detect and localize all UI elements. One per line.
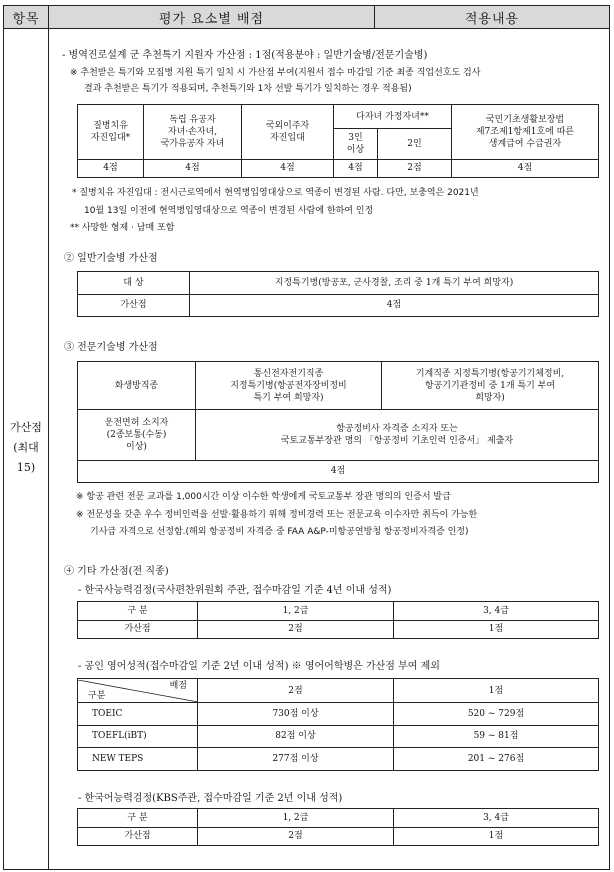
korlang-header: 1, 2급 [198, 809, 394, 828]
corner-top: 배점 [169, 680, 187, 691]
korlang-table [77, 808, 599, 846]
s1-footnote-2: ** 사망한 형제 · 남매 포함 [70, 223, 175, 233]
s3-table [77, 361, 599, 483]
korhist-header: 구 분 [78, 602, 198, 621]
korlang-header: 3, 4급 [394, 809, 599, 828]
korlang-title: - 한국어능력검정(KBS주관, 접수마감일 기준 2년 이내 성적) [78, 793, 343, 804]
s1-header-multichild: 다자녀 가정자녀** [334, 105, 452, 129]
s2-label: 가산점 [78, 294, 190, 317]
s3-score: 4점 [78, 460, 599, 482]
s1-value: 4점 [144, 159, 242, 177]
s1-title: - 병역진로설계 군 추천특기 지원자 가산점 : 1점(적용분야 : 일반기술병/전문기술병) [62, 50, 428, 61]
english-header: 1점 [394, 679, 599, 703]
korhist-table [77, 601, 599, 639]
header-label: 항목 [12, 11, 40, 27]
s1-note-line2: 결과 추천받은 특기가 적용되며, 추천특기와 1차 선발 특기가 일치하는 경우 적용됨) [84, 84, 412, 94]
s3-mechanical: 기계직종 지정특기병(항공기기체정비, 항공기기관정비 중 1개 특기 부여 희망자) [382, 362, 599, 410]
s2-label: 대 상 [78, 272, 190, 295]
s1-header-3plus: 3인 이상 [334, 129, 378, 159]
english-test: TOEIC [78, 703, 198, 726]
korhist-cell: 2점 [198, 620, 394, 639]
left-label-line: 가산점 [10, 421, 42, 434]
korlang-cell: 1점 [394, 827, 599, 846]
s3-note-2b: 기사급 자격으로 선정함.(해외 항공정비 자격증 중 FAA A&P-미항공연방청 항공정비자격증 인정) [90, 527, 469, 537]
s1-footnote-1a: * 질병치유 자진입대 : 전시근로역에서 현역병입영대상으로 역종이 변경된 사람. 다만, 보충역은 2021년 [72, 188, 479, 198]
english-cell: 277점 이상 [198, 748, 394, 771]
korhist-cell: 가산점 [78, 620, 198, 639]
english-cell: 82점 이상 [198, 725, 394, 748]
header-content [374, 5, 610, 29]
s2-score: 4점 [190, 294, 599, 317]
s1-value: 4점 [78, 159, 144, 177]
left-label-line: (최대 [13, 441, 39, 454]
english-cell: 201 ~ 276점 [394, 748, 599, 771]
s3-note-1: ※ 항공 관련 전문 교과를 1,000시간 이상 이수한 학생에게 국토교통부 장관 명의의 인증서 발급 [76, 492, 451, 502]
english-header: 2점 [198, 679, 394, 703]
s1-value: 4점 [334, 159, 378, 177]
s2-table [77, 271, 599, 317]
korhist-title: - 한국사능력검정(국사편찬위원회 주관, 접수마감일 기준 4년 이내 성적) [78, 585, 392, 596]
left-label [3, 418, 49, 478]
header-label: 평가 요소별 배점 [158, 11, 265, 27]
s1-header-welfare: 국민기초생활보장법 제7조제1항제1호에 따른 생계급여 수급권자 [452, 105, 599, 160]
s3-chem: 화생방직종 [78, 362, 196, 410]
s1-value: 4점 [452, 159, 599, 177]
s3-aviation: 항공정비사 자격증 소지자 또는 국토교통부장관 명의 「항공정비 기초인력 인증서」 제출자 [196, 410, 599, 460]
left-label-line: 15) [16, 461, 36, 474]
english-cell: 520 ~ 729점 [394, 703, 599, 726]
corner-bottom: 구분 [88, 690, 106, 701]
korlang-header: 구 분 [78, 809, 198, 828]
s1-header-2: 2인 [378, 129, 452, 159]
s3-title: ③ 전문기술병 가산점 [64, 342, 158, 353]
korlang-cell: 2점 [198, 827, 394, 846]
korlang-cell: 가산점 [78, 827, 198, 846]
s1-table [77, 104, 599, 178]
s2-target: 지정특기병(방공포, 군사경찰, 조리 중 1개 특기 부여 희망자) [190, 272, 599, 295]
english-table [77, 678, 599, 771]
s4-title: ④ 기타 가산점(전 직종) [64, 566, 169, 577]
header-item [3, 5, 49, 29]
s1-footnote-1b: 10월 13일 이전에 현역병입영대상으로 역종이 변경된 사람에 한하여 인정 [84, 206, 374, 216]
header-score [48, 5, 375, 29]
s1-header-illness: 질병치유 자진입대* [78, 105, 144, 160]
s3-note-2a: ※ 전문성을 갖춘 우수 정비인력을 선발·활용하기 위해 정비경력 또는 전문교육 이수자만 취득이 가능한 [76, 510, 478, 520]
korhist-cell: 1점 [394, 620, 599, 639]
english-title: - 공인 영어성적(접수마감일 기준 2년 이내 성적) ※ 영어어학병은 가산점 부여 제외 [78, 661, 440, 672]
english-test: NEW TEPS [78, 748, 198, 771]
s2-title: ② 일반기술병 가산점 [64, 253, 158, 264]
s1-header-emigrant: 국외이주자 자진입대 [242, 105, 334, 160]
s1-value: 2점 [378, 159, 452, 177]
s3-telecom: 통신전자전기직종 지정특기병(항공전자장비정비 특기 부여 희망자) [196, 362, 382, 410]
header-label: 적용내용 [464, 11, 520, 27]
s3-driver: 운전면허 소지자 (2종보통(수동) 이상) [78, 410, 196, 460]
s1-header-patriot: 독립 유공자 자녀·손자녀, 국가유공자 자녀 [144, 105, 242, 160]
korhist-header: 1, 2급 [198, 602, 394, 621]
english-corner [78, 679, 198, 703]
korhist-header: 3, 4급 [394, 602, 599, 621]
english-cell: 59 ~ 81점 [394, 725, 599, 748]
s1-note-line1: ※ 추천받은 특기와 모집병 지원 특기 일치 시 가산점 부여(지원서 접수 마감일 기준 최종 직업선호도 검사 [70, 68, 481, 78]
english-cell: 730점 이상 [198, 703, 394, 726]
english-test: TOEFL(iBT) [78, 725, 198, 748]
s1-value: 4점 [242, 159, 334, 177]
